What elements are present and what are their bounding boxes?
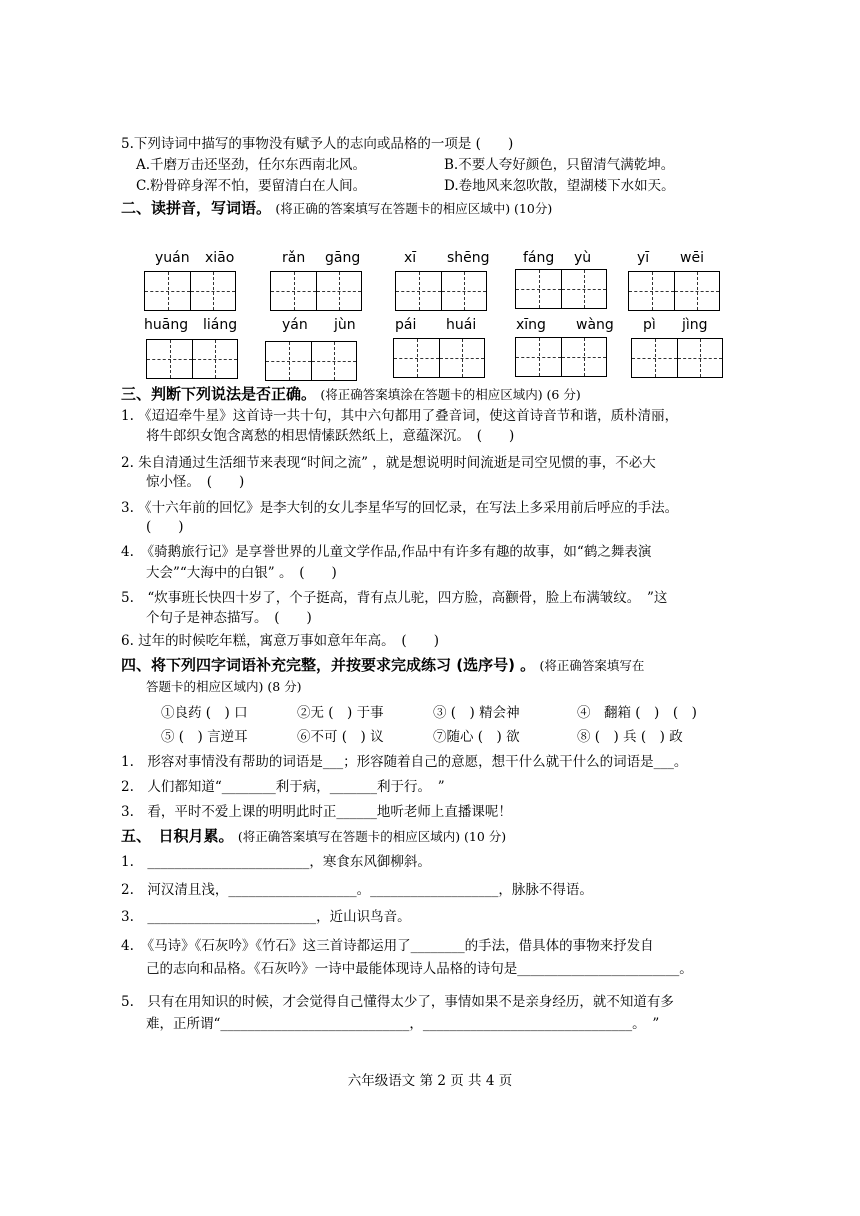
judge-item-1-cont: 将牛郎织女饱含离愁的相思情愫跃然纸上，意蕴深沉。 ( )	[146, 428, 515, 444]
section-3-note: (将正确答案填涂在答题卡的相应区域内) (6 分)	[320, 387, 581, 402]
pinyin: pái	[395, 317, 417, 333]
recite-item-3: 3. _________________________，近山识鸟音。	[121, 909, 411, 925]
page-footer: 六年级语文 第 2 页 共 4 页	[347, 1073, 513, 1089]
tianzige-box[interactable]	[270, 271, 362, 311]
idiom-question-1: 1. 形容对事情没有帮助的词语是___；形容随着自己的意愿，想干什么就干什么的词语是___。	[121, 754, 688, 770]
pinyin: wēi	[680, 250, 704, 266]
pinyin: huāng	[144, 317, 189, 333]
idiom-4: ④ 翻箱 ( ) ( )	[577, 705, 697, 721]
pinyin: wàng	[576, 317, 614, 333]
recite-item-4: 4. 《马诗》《石灰吟》《竹石》这三首诗都运用了________的手法，借具体的事物来抒发自	[121, 938, 654, 954]
judge-item-5-cont: 个句子是神态描写。 ( )	[146, 610, 312, 626]
judge-item-1: 1. 《迢迢牵牛星》这首诗一共十句，其中六句都用了叠音词，使这首诗音节和谐，质朴清丽，	[121, 408, 679, 424]
idiom-1: ①良药 ( ) 口	[161, 705, 248, 721]
idiom-8: ⑧ ( ) 兵 ( ) 政	[577, 729, 683, 745]
section-3-heading	[121, 384, 581, 405]
q5-option-d: D.卷地风来忽吹散，望湖楼下水如天。	[444, 178, 675, 194]
idiom-6: ⑥不可 ( ) 议	[297, 729, 384, 745]
q5-stem: 5.下列诗词中描写的事物没有赋予人的志向或品格的一项是 ( )	[121, 136, 514, 152]
pinyin: shēng	[447, 250, 490, 266]
pinyin: yán	[282, 317, 308, 333]
recite-item-1: 1. ________________________，寒食东风御柳斜。	[121, 854, 431, 870]
recite-item-5: 5. 只有在用知识的时候，才会觉得自己懂得太少了，事情如果不是亲身经历，就不知道有多	[121, 994, 674, 1010]
recite-item-5-cont: 难，正所谓“____________________________，_______________________________。 ”	[146, 1016, 660, 1032]
judge-item-4-cont: 大会”“大海中的白银” 。 ( )	[146, 565, 337, 581]
tianzige-box[interactable]	[628, 271, 720, 311]
pinyin: xiāo	[205, 250, 235, 266]
section-2-note: (将正确的答案填写在答题卡的相应区域中) (10分)	[275, 201, 553, 216]
judge-item-4: 4. 《骑鹅旅行记》是享誉世界的儿童文学作品,作品中有许多有趣的故事，如“鹤之舞表演	[121, 544, 652, 560]
judge-item-2: 2. 朱自清通过生活细节来表现“时间之流” ，就是想说明时间流逝是司空见惯的事，不必大	[121, 455, 656, 471]
section-4-title: 四、将下列四字词语补充完整，并按要求完成练习 (选序号) 。	[121, 656, 536, 674]
tianzige-box[interactable]	[265, 341, 357, 381]
section-5-note: (将正确答案填写在答题卡的相应区域内) (10 分)	[237, 829, 507, 844]
idiom-question-2: 2. 人们都知道“________利于病，_______利于行。 ”	[121, 779, 445, 795]
section-5-heading	[121, 826, 506, 847]
tianzige-box[interactable]	[515, 337, 607, 377]
tianzige-box[interactable]	[395, 271, 487, 311]
idiom-question-3: 3. 看，平时不爱上课的明明此时正______地听老师上直播课呢！	[121, 804, 512, 820]
section-4-note: (将正确答案填写在	[539, 658, 645, 673]
pinyin: xīng	[516, 317, 546, 333]
idiom-3: ③ ( ) 精会神	[433, 705, 520, 721]
judge-item-2-cont: 惊小怪。 ( )	[146, 474, 245, 490]
pinyin: jìng	[682, 317, 708, 333]
judge-item-3: 3. 《十六年前的回忆》是李大钊的女儿李星华写的回忆录，在写法上多采用前后呼应的手法。	[121, 500, 679, 516]
section-5-title: 五、 日积月累。	[121, 827, 234, 845]
judge-item-3-cont: ( )	[146, 519, 184, 535]
pinyin: yuán	[155, 250, 190, 266]
recite-item-2: 2. 河汉清且浅，___________________。___________________，脉脉不得语。	[121, 882, 593, 898]
recite-item-4-cont: 己的志向和品格。《石灰吟》一诗中最能体现诗人品格的诗句是________________________。	[146, 961, 693, 977]
tianzige-box[interactable]	[144, 271, 236, 311]
tianzige-box[interactable]	[146, 339, 238, 379]
q5-option-a: A.千磨万击还坚劲，任尔东西南北风。	[136, 157, 367, 173]
q5-option-c: C.粉骨碎身浑不怕，要留清白在人间。	[136, 178, 367, 194]
pinyin: yù	[574, 250, 592, 266]
pinyin: gāng	[325, 250, 361, 266]
tianzige-box[interactable]	[631, 338, 723, 378]
section-4-heading	[121, 655, 644, 676]
idiom-5: ⑤ ( ) 言逆耳	[161, 729, 248, 745]
q5-option-b: B.不要人夸好颜色，只留清气满乾坤。	[444, 157, 675, 173]
section-2-heading	[121, 198, 552, 219]
judge-item-6: 6. 过年的时候吃年糕，寓意万事如意年年高。 ( )	[121, 633, 439, 649]
section-4-note-cont: 答题卡的相应区域内) (8 分)	[146, 679, 302, 694]
tianzige-box[interactable]	[515, 269, 607, 309]
pinyin: yī	[637, 250, 650, 266]
pinyin: pì	[643, 317, 656, 333]
section-2-title: 二、读拼音，写词语。	[121, 199, 272, 217]
judge-item-5: 5. “炊事班长快四十岁了，个子挺高，背有点儿驼，四方脸，高颧骨，脸上布满皱纹。 ”这	[121, 590, 668, 606]
tianzige-box[interactable]	[393, 338, 485, 378]
pinyin: xī	[404, 250, 417, 266]
idiom-2: ②无 ( ) 于事	[297, 705, 384, 721]
pinyin: huái	[446, 317, 477, 333]
pinyin: rǎn	[282, 250, 306, 266]
pinyin: jùn	[334, 317, 356, 333]
pinyin: liáng	[203, 317, 238, 333]
pinyin: fáng	[523, 250, 555, 266]
idiom-7: ⑦随心 ( ) 欲	[433, 729, 520, 745]
section-3-title: 三、判断下列说法是否正确。	[121, 385, 317, 403]
